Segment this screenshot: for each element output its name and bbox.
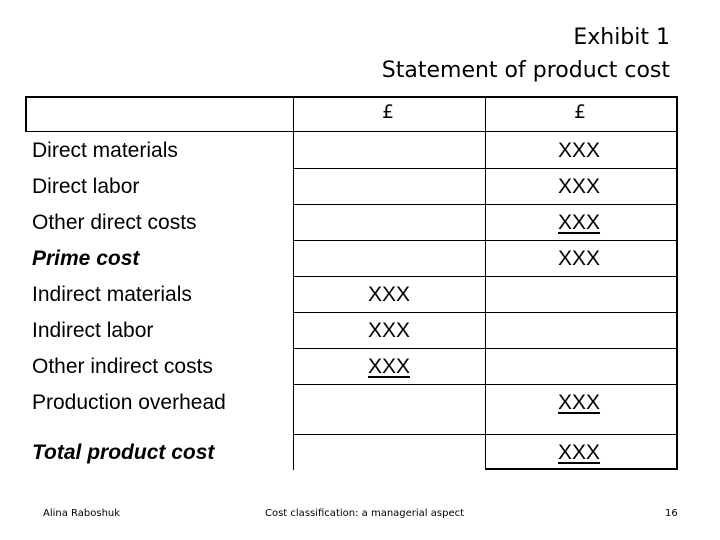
- row-label-prime-cost: Prime cost: [32, 247, 140, 270]
- row-label-indirect-materials: Indirect materials: [32, 283, 192, 306]
- value-total-product-cost: XXX: [558, 441, 601, 464]
- row-divider: [293, 348, 678, 349]
- exhibit-label: Exhibit 1: [573, 25, 670, 50]
- column-divider-2: [485, 96, 486, 470]
- table-left-border: [25, 96, 27, 132]
- value-direct-labor: XXX: [558, 175, 601, 198]
- row-label-other-indirect-costs: Other indirect costs: [32, 355, 213, 378]
- value-indirect-labor: XXX: [368, 319, 411, 342]
- column-divider-1: [293, 96, 294, 470]
- row-label-indirect-labor: Indirect labor: [32, 319, 154, 342]
- footer-author: Alina Raboshuk: [43, 508, 121, 519]
- row-divider: [293, 240, 678, 241]
- value-direct-materials: XXX: [558, 139, 601, 162]
- row-label-production-overhead: Production overhead: [32, 391, 226, 414]
- row-label-other-direct-costs: Other direct costs: [32, 211, 197, 234]
- column-header-2: £: [574, 101, 587, 123]
- row-divider: [293, 276, 678, 277]
- column-header-1: £: [382, 101, 395, 123]
- table-top-border: [25, 96, 678, 98]
- statement-title: Statement of product cost: [381, 58, 670, 83]
- value-other-direct-costs: XXX: [558, 211, 601, 234]
- table-bottom-border: [485, 468, 678, 470]
- product-cost-table: [25, 96, 678, 470]
- value-indirect-materials: XXX: [368, 283, 411, 306]
- value-other-indirect-costs: XXX: [368, 355, 411, 378]
- row-label-total-product-cost: Total product cost: [32, 441, 215, 464]
- header-bottom-border: [25, 131, 678, 132]
- value-prime-cost: XXX: [558, 247, 601, 270]
- row-divider: [293, 434, 678, 435]
- table-right-border: [676, 96, 678, 470]
- value-production-overhead: XXX: [558, 391, 601, 414]
- row-label-direct-labor: Direct labor: [32, 175, 140, 198]
- row-divider: [293, 312, 678, 313]
- row-divider: [293, 384, 678, 385]
- page-number: 16: [665, 508, 678, 519]
- row-divider: [293, 168, 678, 169]
- row-divider: [293, 204, 678, 205]
- row-label-direct-materials: Direct materials: [32, 139, 178, 162]
- footer-subject: Cost classification: a managerial aspect: [265, 508, 465, 519]
